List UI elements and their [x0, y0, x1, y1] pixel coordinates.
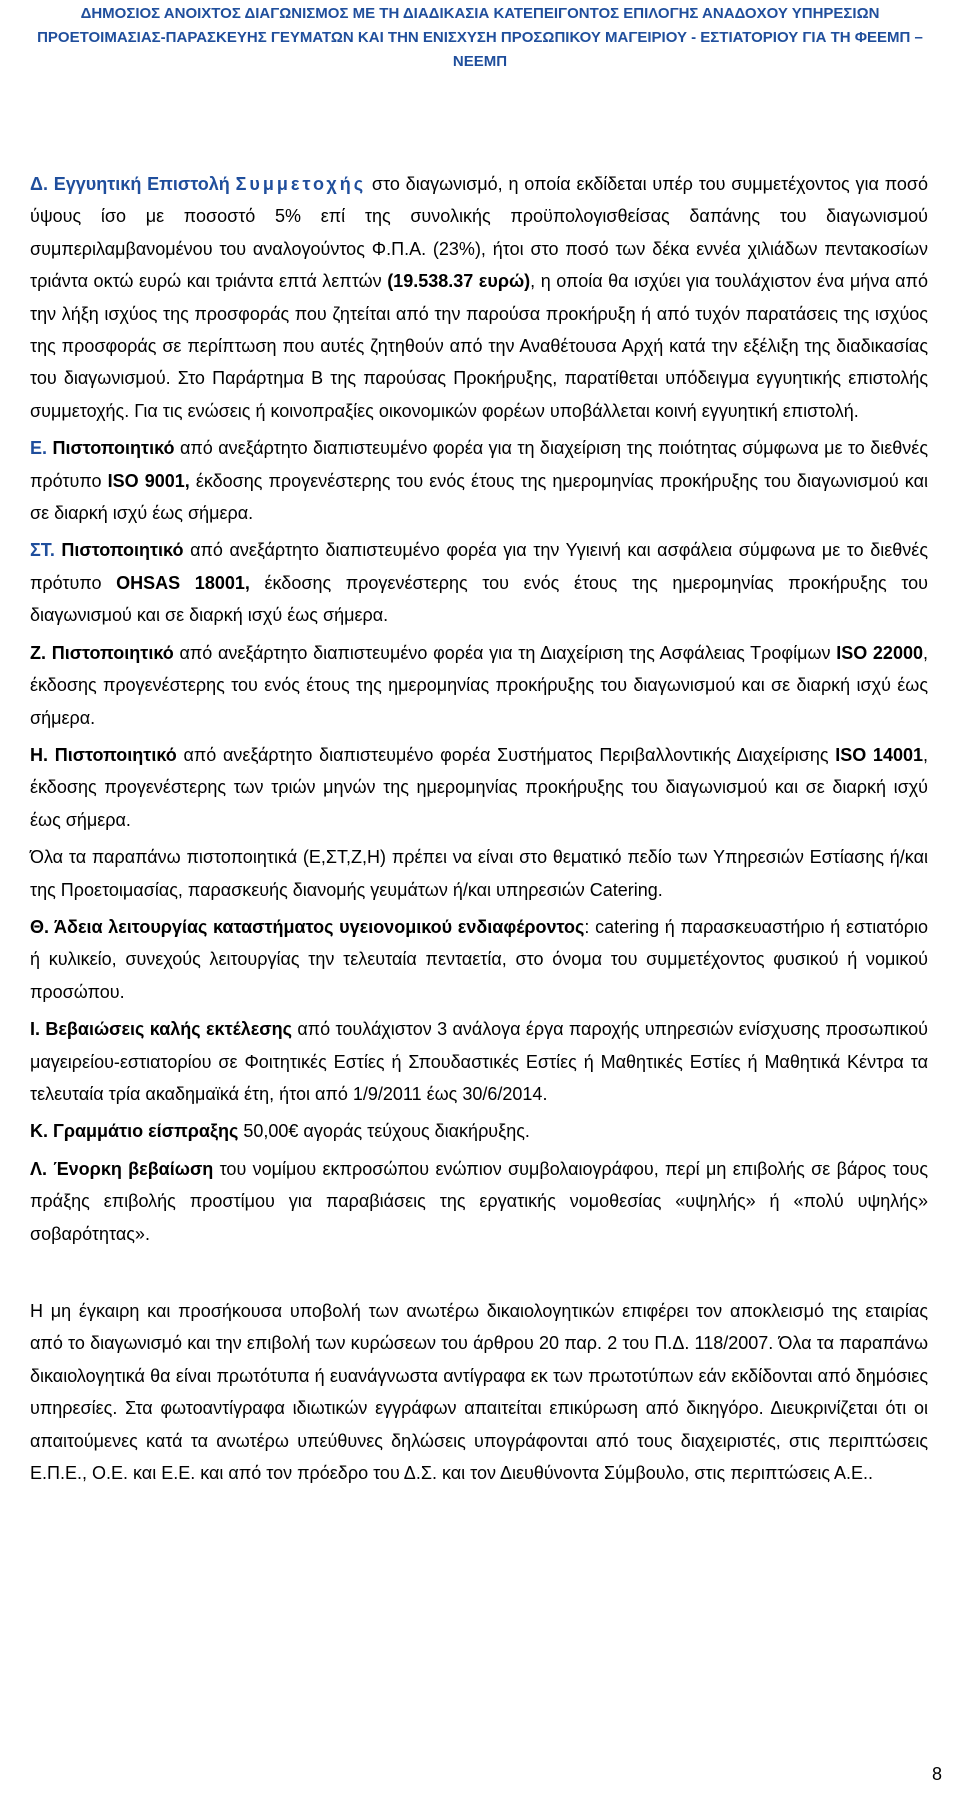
section-z-std: ISO 22000 [836, 642, 923, 663]
all-certificates-note: Όλα τα παραπάνω πιστοποιητικά (Ε,ΣΤ,Ζ,Η) πρέπει να είναι στο θεματικό πεδίο των Υπηρεσιών Εστίασης ή/και της Προετοιμασίας, παρασκευής διανομής γευμάτων ή/και υπηρεσιών Catering. [30, 847, 928, 900]
section-st-std: OHSAS 18001, [116, 572, 250, 593]
section-k-label: Κ. Γραμμάτιο είσπραξης [30, 1121, 239, 1142]
section-z-title: Πιστοποιητικό [46, 642, 174, 663]
section-d-spaced: Συμμετοχής [235, 174, 367, 194]
section-e [30, 432, 928, 529]
section-l [30, 1153, 928, 1250]
section-i [30, 1013, 928, 1110]
section-z-text2: , έκδοσης προγενέστερης του ενός έτους της ημερομηνίας προκήρυξης του διαγωνισμού και σε διαρκή ισχύ έως σήμερα. [30, 642, 928, 728]
section-k [30, 1115, 928, 1147]
section-k-text: 50,00€ αγοράς τεύχους διακήρυξης. [238, 1121, 530, 1142]
section-th-label: Θ. Άδεια λειτουργίας καταστήματος υγειονομικού ενδιαφέροντος [30, 916, 585, 937]
section-st-text1: από ανεξάρτητο διαπιστευμένο φορέα για την Υγιεινή και ασφάλεια σύμφωνα με το διεθνές πρότυπο [30, 540, 928, 593]
section-h-text1: από ανεξάρτητο διαπιστευμένο φορέα Συστήματος Περιβαλλοντικής Διαχείρισης [176, 744, 836, 765]
section-d-text2: , η οποία θα ισχύει για τουλάχιστον ένα μήνα από την λήξη ισχύος της προσφοράς που ζητείται από την παρούσα προκήρυξη ή από τυχόν παρατάσεις της ισχύος της προσφοράς σε περίπτωση που αυτές ζητηθούν από την Αναθέτουσα Αρχή κατά την εξέλιξη της διαδικασίας του διαγωνισμού. Στο Παράρτημα Β της παρούσας Προκήρυξης, παρατίθεται υπόδειγμα εγγυητικής επιστολής συμμετοχής. Για τις ενώσεις ή κοινοπραξίες οικονομικών φορέων υποβάλλεται κοινή εγγυητική επιστολή. [30, 271, 928, 421]
section-l-label: Λ. Ένορκη βεβαίωση [30, 1158, 214, 1179]
section-e-text1: από ανεξάρτητο διαπιστευμένο φορέα για τη διαχείριση της ποιότητας σύμφωνα με το διεθνές πρότυπο [30, 438, 928, 491]
section-d-label: Δ. Εγγυητική Επιστολή [30, 174, 236, 194]
section-th-text: : catering ή παρασκευαστήριο ή εστιατόριο ή κυλικείο, συνεχούς λειτουργίας την τελευταία πενταετία, στο όνομα του συμμετέχοντος φυσικού ή νομικού προσώπου. [30, 916, 928, 1002]
section-d-text1: στο διαγωνισμό, η οποία εκδίδεται υπέρ του συμμετέχοντος για ποσό ύψους ίσο με ποσοστό 5% επί της συνολικής προϋπολογισθείσας δαπάνης του διαγωνισμού συμπεριλαμβανομένου του αναλογούντος Φ.Π.Α. (23%), ήτοι στο ποσό των δέκα εννέα χιλιάδων πεντακοσίων τριάντα οκτώ ευρώ και τριάντα επτά λεπτών [30, 174, 928, 292]
section-st-text2: έκδοσης προγενέστερης του ενός έτους της ημερομηνίας προκήρυξης του διαγωνισμού και σε διαρκή ισχύ έως σήμερα. [30, 572, 928, 626]
section-h-std: ISO 14001 [835, 744, 923, 765]
page-number: 8 [932, 1764, 943, 1784]
section-e-text2: έκδοσης προγενέστερης του ενός έτους της ημερομηνίας προκήρυξης του διαγωνισμού και σε διαρκή ισχύ έως σήμερα. [30, 470, 928, 524]
section-h [30, 739, 928, 836]
section-d-amount: (19.538.37 ευρώ) [387, 271, 531, 292]
section-i-label: Ι. Βεβαιώσεις καλής εκτέλεσης [30, 1019, 292, 1040]
header-line-3: ΝΕΕΜΠ [452, 53, 508, 70]
section-e-letter: Ε. [30, 438, 48, 459]
section-e-title: Πιστοποιητικό [47, 438, 175, 459]
section-e-std: ISO 9001, [107, 470, 190, 491]
header-line-1: ΔΗΜΟΣΙΟΣ ΑΝΟΙΧΤΟΣ ΔΙΑΓΩΝΙΣΜΟΣ ΜΕ ΤΗ ΔΙΑΔΙΚΑΣΙΑ ΚΑΤΕΠΕΙΓΟΝΤΟΣ ΕΠΙΛΟΓΗΣ ΑΝΑΔΟΧΟΥ ΥΠΗΡΕΣΙΩΝ [80, 5, 880, 22]
document-body [30, 168, 928, 1494]
section-h-text2: , έκδοσης προγενέστερης των τριών μηνών της ημερομηνίας προκήρυξης του διαγωνισμού και σε διαρκή ισχύ έως σήμερα. [30, 744, 929, 830]
section-d [30, 168, 928, 427]
section-st-letter: ΣΤ. [30, 540, 55, 561]
section-i-text: από τουλάχιστον 3 ανάλογα έργα παροχής υπηρεσιών ενίσχυσης προσωπικού μαγειρείου-εστιατορίου σε Φοιτητικές Εστίες ή Σπουδαστικές Εστίες ή Μαθητικές Εστίες ή Μαθητικά Κέντρα τα τελευταία τρία ακαδημαϊκά έτη, ήτοι από 1/9/2011 έως 30/6/2014. [30, 1019, 928, 1104]
document-header [0, 2, 960, 74]
section-st [30, 534, 928, 631]
section-z [30, 637, 928, 734]
section-h-letter: Η. [30, 744, 48, 765]
section-th [30, 911, 928, 1008]
section-l-text: του νομίμου εκπροσώπου ενώπιον συμβολαιογράφου, περί μη επιβολής σε βάρος τους πράξης επιβολής προστίμου για παραβιάσεις της εργατικής νομοθεσίας «υψηλής» ή «πολύ υψηλής» σοβαρότητας». [30, 1158, 928, 1244]
section-z-text1: από ανεξάρτητο διαπιστευμένο φορέα για τη Διαχείριση της Ασφάλειας Τροφίμων [173, 642, 837, 663]
header-line-2: ΠΡΟΕΤΟΙΜΑΣΙΑΣ-ΠΑΡΑΣΚΕΥΗΣ ΓΕΥΜΑΤΩΝ ΚΑΙ ΤΗΝ ΕΝΙΣΧΥΣΗ ΠΡΟΣΩΠΙΚΟΥ ΜΑΓΕΙΡΙΟΥ - ΕΣΤΙΑΤΟΡΙΟΥ ΓΙΑ ΤΗ ΦΕΕΜΠ – [37, 29, 923, 46]
section-st-title: Πιστοποιητικό [54, 540, 184, 561]
closing-paragraph: Η μη έγκαιρη και προσήκουσα υποβολή των ανωτέρω δικαιολογητικών επιφέρει τον αποκλεισμό της εταιρίας από το διαγωνισμό και την επιβολή των κυρώσεων του άρθρου 20 παρ. 2 του Π.Δ. 118/2007. Όλα τα παραπάνω δικαιολογητικά θα είναι πρωτότυπα ή ευανάγνωστα αντίγραφα εκ των πρωτοτύπων εάν εκδίδονται από δημόσιες υπηρεσίες. Στα φωτοαντίγραφα ιδιωτικών εγγράφων απαιτείται επικύρωση από δικηγόρο. Διευκρινίζεται ότι οι απαιτούμενες κατά τα ανωτέρω υπεύθυνες δηλώσεις υπογράφονται από τους διαχειριστές, στις περιπτώσεις Ε.Π.Ε., Ο.Ε. και Ε.Ε. και από τον πρόεδρο του Δ.Σ. και τον Διευθύνοντα Σύμβουλο, στις περιπτώσεις Α.Ε.. [30, 1301, 928, 1484]
section-h-title: Πιστοποιητικό [48, 744, 177, 765]
section-z-letter: Ζ. [30, 642, 46, 663]
